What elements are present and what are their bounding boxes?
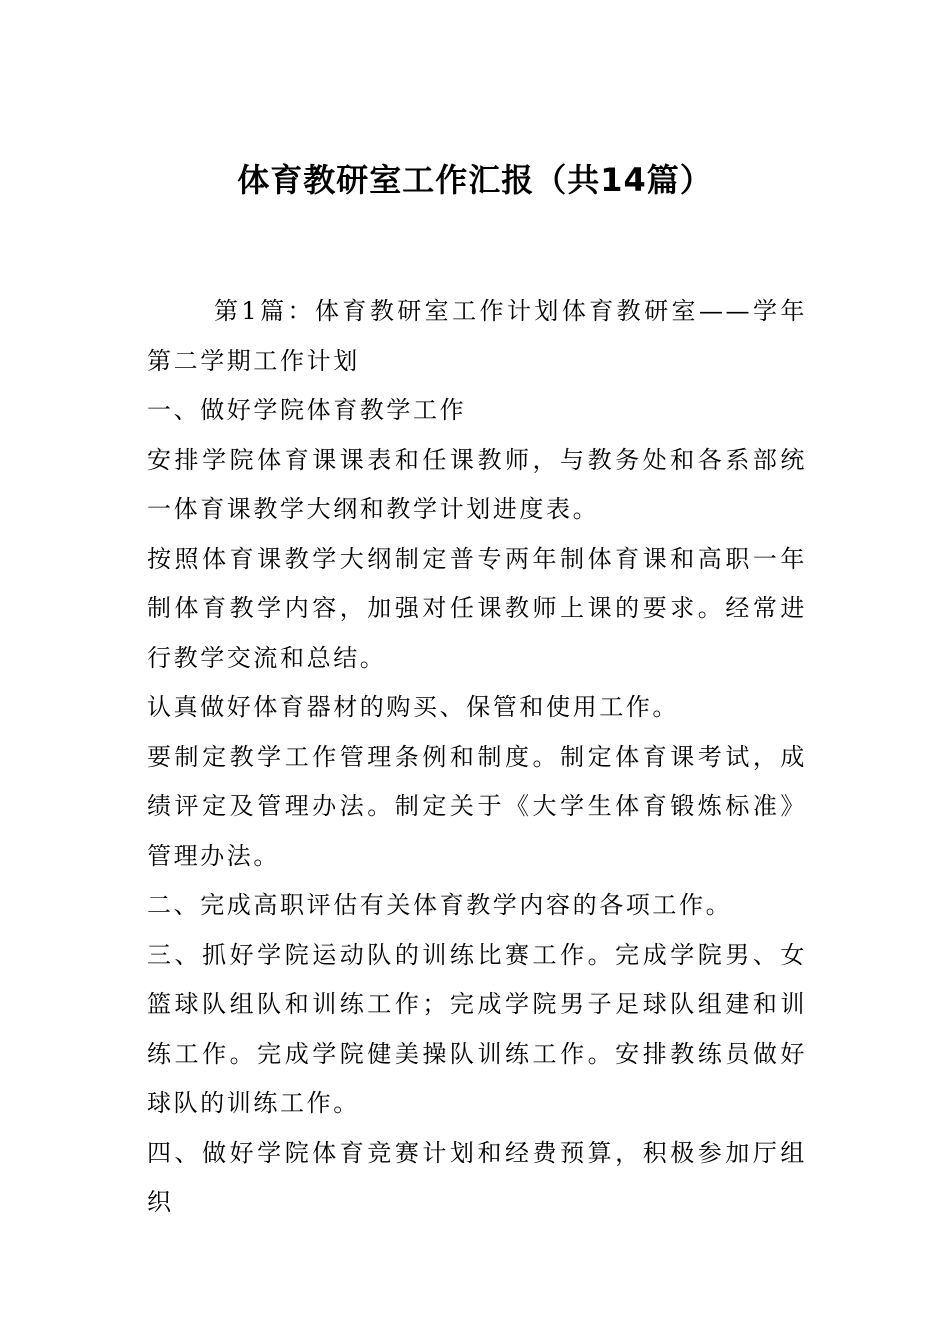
paragraph-equipment: 认真做好体育器材的购买、保管和使用工作。 bbox=[147, 693, 679, 721]
paragraph-chapter-heading: 第1篇：体育教研室工作计划体育教研室——学年第二学期工作计划 bbox=[147, 297, 807, 375]
paragraph-schedule: 安排学院体育课课表和任课教师，与教务处和各系部统一体育课教学大纲和教学计划进度表。 bbox=[147, 445, 807, 523]
document-body bbox=[147, 287, 807, 1228]
paragraph-section-four: 四、做好学院体育竞赛计划和经费预算，积极参加厅组织 bbox=[147, 1138, 807, 1216]
document-title: 体育教研室工作汇报（共14篇） bbox=[237, 161, 713, 199]
paragraph-section-two: 二、完成高职评估有关体育教学内容的各项工作。 bbox=[147, 891, 733, 919]
paragraph-regulations: 要制定教学工作管理条例和制度。制定体育课考试，成绩评定及管理办法。制定关于《大学生体育锻炼标准》管理办法。 bbox=[147, 742, 807, 870]
paragraph-section-one-heading: 一、做好学院体育教学工作 bbox=[147, 396, 467, 424]
paragraph-section-three: 三、抓好学院运动队的训练比赛工作。完成学院男、女篮球队组队和训练工作；完成学院男子足球队组建和训练工作。完成学院健美操队训练工作。安排教练员做好球队的训练工作。 bbox=[147, 940, 807, 1117]
paragraph-curriculum: 按照体育课教学大纲制定普专两年制体育课和高职一年制体育教学内容，加强对任课教师上课的要求。经常进行教学交流和总结。 bbox=[147, 544, 807, 672]
